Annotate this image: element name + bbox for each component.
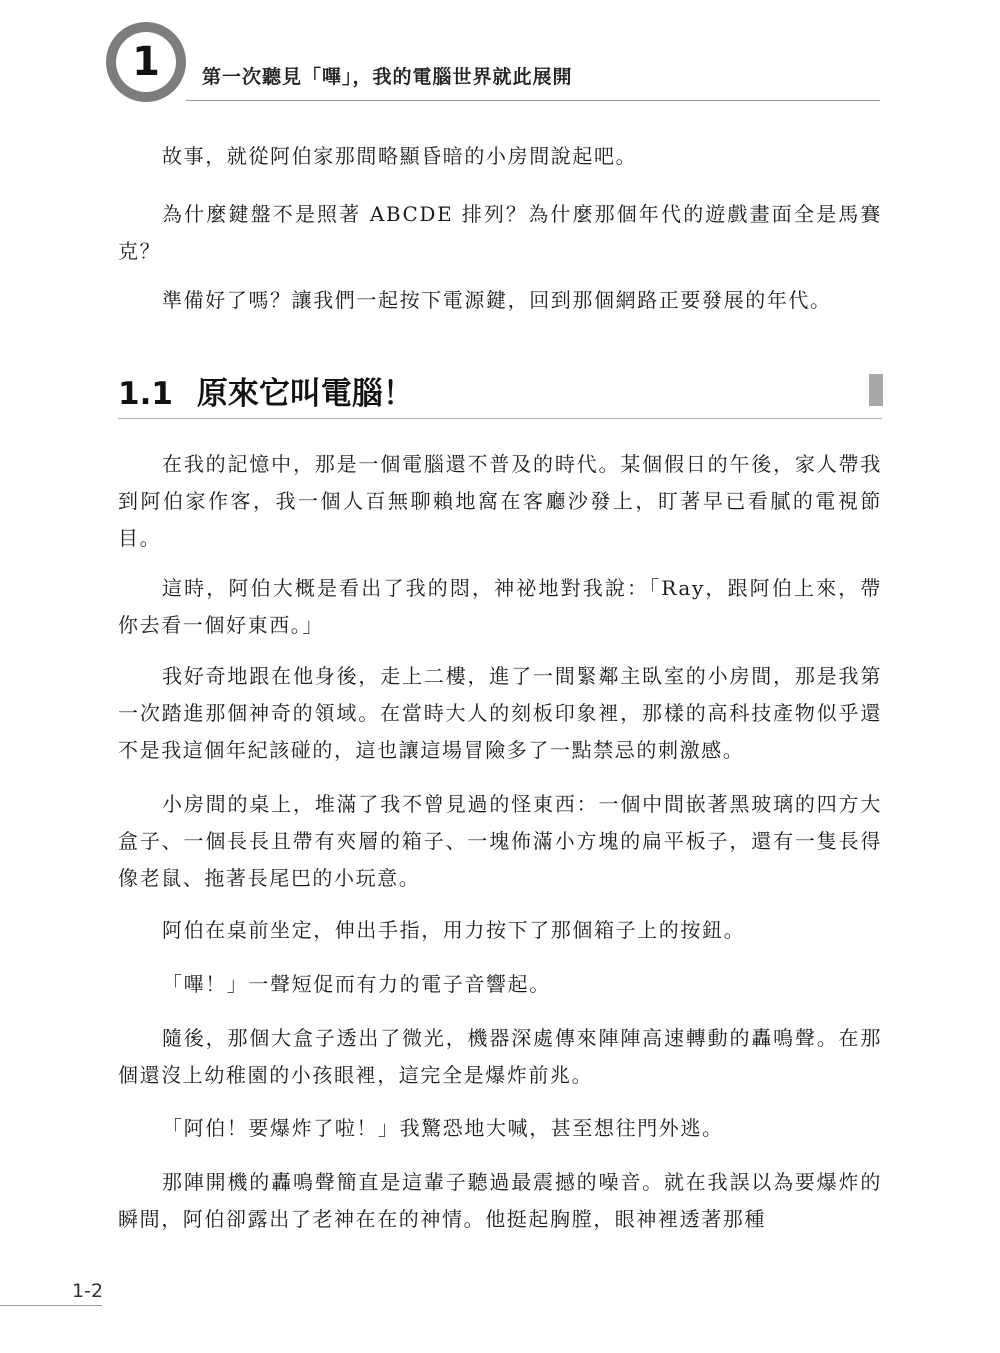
intro-paragraph: 為什麼鍵盤不是照著 ABCDE 排列？為什麼那個年代的遊戲畫面全是馬賽克？ bbox=[118, 202, 882, 263]
body-paragraph: 我好奇地跟在他身後，走上二樓，進了一間緊鄰主臥室的小房間，那是我第一次踏進那個神奇的領域。在當時大人的刻板印象裡，那樣的高科技產物似乎還不是我這個年紀該碰的，這也讓這場冒險多了一點禁忌的刺激感。 bbox=[118, 664, 882, 762]
body-paragraph: 這時，阿伯大概是看出了我的悶，神祕地對我說：「Ray，跟阿伯上來，帶你去看一個好東西。」 bbox=[118, 576, 882, 637]
section-heading bbox=[118, 368, 414, 413]
section-divider bbox=[118, 418, 882, 419]
body-paragraph: 「嗶！」一聲短促而有力的電子音響起。 bbox=[162, 972, 551, 996]
footer-divider bbox=[0, 1305, 102, 1306]
body-paragraph: 小房間的桌上，堆滿了我不曾見過的怪東西：一個中間嵌著黑玻璃的四方大盒子、一個長長且帶有夾層的箱子、一塊佈滿小方塊的扁平板子，還有一隻長得像老鼠、拖著長尾巴的小玩意。 bbox=[118, 792, 882, 890]
intro-paragraph: 故事，就從阿伯家那間略顯昏暗的小房間說起吧。 bbox=[162, 144, 638, 168]
intro-paragraph: 準備好了嗎？讓我們一起按下電源鍵，回到那個網路正要發展的年代。 bbox=[162, 288, 832, 312]
chapter-title: 第一次聽見「嗶」，我的電腦世界就此展開 bbox=[202, 66, 573, 88]
body-paragraph: 在我的記憶中，那是一個電腦還不普及的時代。某個假日的午後，家人帶我到阿伯家作客，我一個人百無聊賴地窩在客廳沙發上，盯著早已看膩的電視節目。 bbox=[118, 452, 882, 550]
section-number: 1.1 bbox=[118, 376, 173, 412]
chapter-number: 1 bbox=[116, 32, 176, 92]
page-number: 1-2 bbox=[72, 1280, 104, 1302]
chapter-number-badge bbox=[106, 22, 186, 102]
section-marker bbox=[869, 374, 883, 406]
body-paragraph: 那陣開機的轟鳴聲簡直是這輩子聽過最震撼的噪音。就在我誤以為要爆炸的瞬間，阿伯卻露出了老神在在的神情。他挺起胸膛，眼神裡透著那種 bbox=[118, 1170, 882, 1231]
body-paragraph: 隨後，那個大盒子透出了微光，機器深處傳來陣陣高速轉動的轟鳴聲。在那個還沒上幼稚園的小孩眼裡，這完全是爆炸前兆。 bbox=[118, 1026, 882, 1087]
body-paragraph: 「阿伯！要爆炸了啦！」我驚恐地大喊，甚至想往門外逃。 bbox=[162, 1116, 724, 1140]
header-divider bbox=[186, 100, 880, 101]
body-paragraph: 阿伯在桌前坐定，伸出手指，用力按下了那個箱子上的按鈕。 bbox=[162, 918, 746, 942]
section-title: 原來它叫電腦！ bbox=[196, 376, 414, 412]
